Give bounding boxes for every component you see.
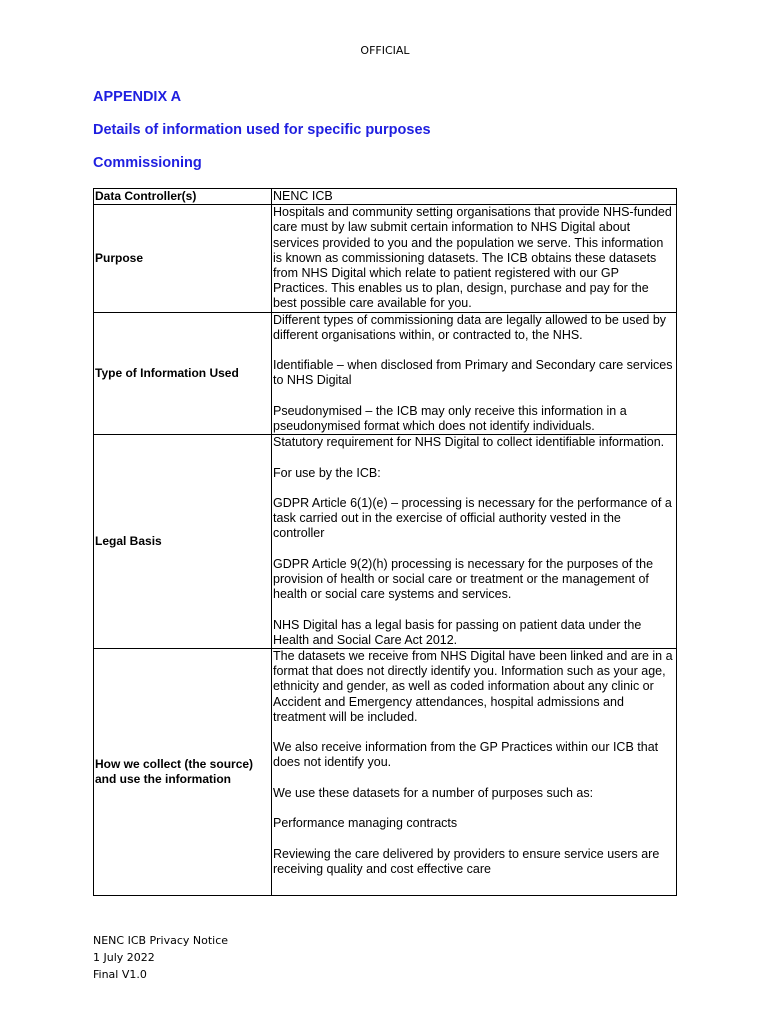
paragraph: Different types of commissioning data are legally allowed to be used by different organisations within, or contracted to, the NHS. — [273, 312, 667, 342]
appendix-heading: APPENDIX A — [93, 89, 182, 105]
details-heading: Details of information used for specific purposes — [93, 122, 431, 138]
paragraph: NHS Digital has a legal basis for passing on patient data under the Health and Social Care Act 2012. — [273, 617, 642, 647]
paragraph: For use by the ICB: — [273, 465, 381, 480]
paragraph: Reviewing the care delivered by providers to ensure service users are receiving quality and cost effective care — [273, 846, 660, 876]
data-controller-value: NENC ICB — [272, 189, 677, 205]
footer-version: Final V1.0 — [93, 968, 147, 981]
purpose-value: Hospitals and community setting organisations that provide NHS-funded care must by law submit certain information to NHS Digital about services provided to you and the population we serve. This information is known as commissioning datasets. The ICB obtains these datasets from NHS Digital which relate to patient registered with our GP Practices. This enables us to plan, design, purchase and pay for the best possible care available for you. — [272, 205, 677, 312]
type-of-information-label: Type of Information Used — [94, 312, 272, 435]
footer-title: NENC ICB Privacy Notice — [93, 934, 229, 947]
paragraph: GDPR Article 6(1)(e) – processing is necessary for the performance of a task carried out in the exercise of official authority vested in the controller — [273, 496, 672, 541]
legal-basis-value — [272, 435, 677, 649]
paragraph: We use these datasets for a number of purposes such as: — [273, 785, 594, 800]
table-row — [94, 649, 677, 896]
paragraph: Performance managing contracts — [273, 816, 458, 831]
classification-label: OFFICIAL — [360, 44, 410, 57]
table-row — [94, 205, 677, 312]
table-row — [94, 312, 677, 435]
footer-date: 1 July 2022 — [93, 951, 155, 964]
page-footer — [93, 932, 228, 983]
legal-basis-label: Legal Basis — [94, 435, 272, 649]
commissioning-table — [93, 188, 677, 896]
paragraph: Identifiable – when disclosed from Primary and Secondary care services to NHS Digital — [273, 358, 673, 388]
paragraph: Statutory requirement for NHS Digital to collect identifiable information. — [273, 435, 665, 450]
purpose-label: Purpose — [94, 205, 272, 312]
data-controller-label: Data Controller(s) — [94, 189, 272, 205]
type-of-information-value — [272, 312, 677, 435]
paragraph: Pseudonymised – the ICB may only receive this information in a pseudonymised format which does not identify individuals. — [273, 403, 627, 434]
collection-value — [272, 649, 677, 896]
section-heading: Commissioning — [93, 155, 202, 171]
paragraph: The datasets we receive from NHS Digital have been linked and are in a format that does not directly identify you. Information such as your age, ethnicity and gender, as well as coded information about any clinic or Accident and Emergency attendances, hospital admissions and treatment will be included. — [273, 649, 673, 724]
table-row — [94, 189, 677, 205]
paragraph: We also receive information from the GP Practices within our ICB that does not identify you. — [273, 740, 659, 770]
paragraph: GDPR Article 9(2)(h) processing is necessary for the purposes of the provision of health or social care or treatment or the management of health or social care systems and services. — [273, 556, 654, 602]
collection-label: How we collect (the source) and use the information — [94, 649, 272, 896]
table-row — [94, 435, 677, 649]
